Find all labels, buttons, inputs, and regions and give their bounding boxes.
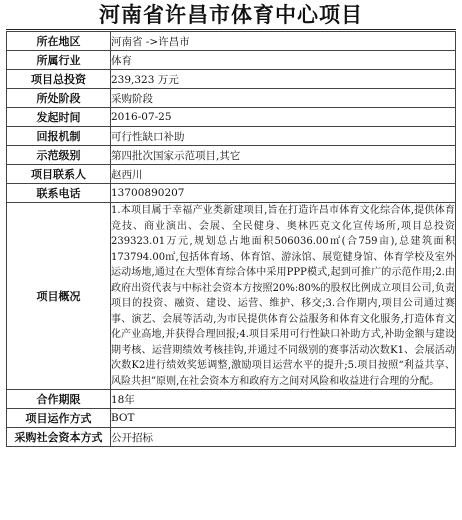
table-row xyxy=(7,51,456,70)
title-divider xyxy=(6,29,456,30)
row-label: 所处阶段 xyxy=(7,89,111,108)
row-value: 采购阶段 xyxy=(111,89,456,108)
row-value: 239,323 万元 xyxy=(111,70,456,89)
project-info-table xyxy=(6,31,456,447)
table-row xyxy=(7,32,456,51)
row-value: 可行性缺口补助 xyxy=(111,127,456,146)
table-row xyxy=(7,409,456,428)
row-label: 回报机制 xyxy=(7,127,111,146)
overview-text: 1.本项目属于幸福产业类新建项目,旨在打造许昌市体育文化综合体,提供体育竞技、商业演出、会展、全民健身、奥林匹克文化宣传场所,项目总投资239323.01万元,规划总占地面积506036.00㎡(合759亩),总建筑面积173794.00㎡,包括体育场、体育馆、游泳馆、展览健身馆、体育学校及室外运动场地,通过在大型体育综合体中采用PPP模式,起到可推广的示范作用;2.由政府出资代表与中标社会资本方按照20%:80%的股权比例成立项目公司,负责项目的投资、融资、建设、运营、维护、移交;3.合作期内,项目公司通过赛事、演艺、会展等活动,为市民提供体育公益服务和体育文化服务,打造体育文化产业高地,并获得合理回报;4.项目采用可行性缺口补助方式,补助金额与建设期考核、运营期绩效考核挂钩,并通过不同级别的赛事活动次数K1、会展活动次数K2进行绩效奖惩调整,激励项目运营水平的提升;5.项目按照“利益共享、风险共担”原则,在社会资本方和政府方之间对风险和收益进行合理的分配。 xyxy=(111,203,456,390)
row-label: 采购社会资本方式 xyxy=(7,428,111,447)
row-value: 第四批次国家示范项目,其它 xyxy=(111,146,456,165)
row-value: BOT xyxy=(111,409,456,428)
table-row xyxy=(7,127,456,146)
overview-row xyxy=(7,203,456,390)
page-title: 河南省许昌市体育中心项目 xyxy=(99,2,363,27)
row-label: 发起时间 xyxy=(7,108,111,127)
table-row xyxy=(7,146,456,165)
table-row xyxy=(7,70,456,89)
row-label: 所属行业 xyxy=(7,51,111,70)
table-row xyxy=(7,184,456,203)
table-row xyxy=(7,108,456,127)
row-value: 体育 xyxy=(111,51,456,70)
row-value: 公开招标 xyxy=(111,428,456,447)
table-row xyxy=(7,390,456,409)
row-label: 项目总投资 xyxy=(7,70,111,89)
row-value: 2016-07-25 xyxy=(111,108,456,127)
row-label: 项目联系人 xyxy=(7,165,111,184)
row-value: 13700890207 xyxy=(111,184,456,203)
overview-label: 项目概况 xyxy=(7,203,111,390)
table-row xyxy=(7,89,456,108)
row-label: 所在地区 xyxy=(7,32,111,51)
row-value: 18年 xyxy=(111,390,456,409)
row-label: 联系电话 xyxy=(7,184,111,203)
row-label: 示范级别 xyxy=(7,146,111,165)
table-row xyxy=(7,165,456,184)
row-label: 项目运作方式 xyxy=(7,409,111,428)
table-row xyxy=(7,428,456,447)
row-label: 合作期限 xyxy=(7,390,111,409)
row-value: 河南省 ->许昌市 xyxy=(111,32,456,51)
row-value: 赵西川 xyxy=(111,165,456,184)
